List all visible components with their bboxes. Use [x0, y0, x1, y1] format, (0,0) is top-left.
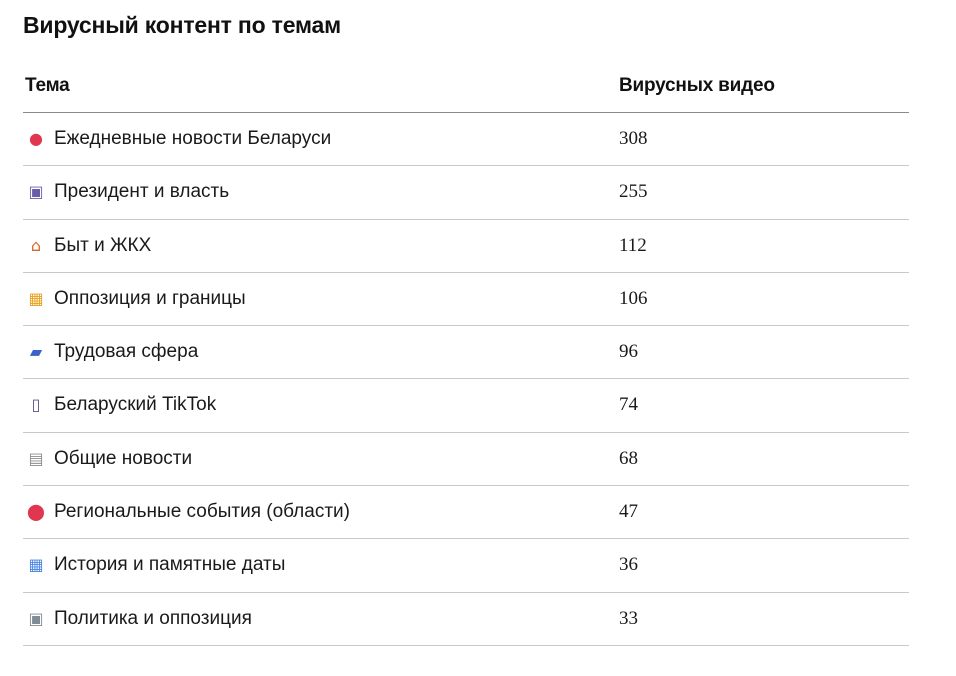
table-row: [23, 326, 909, 379]
round-pushpin-icon: ⬤: [27, 502, 45, 522]
viral-video-count: 255: [619, 181, 648, 203]
topic-cell: [25, 394, 216, 416]
topic-label: Быт и ЖКХ: [54, 234, 152, 256]
table-row: [23, 433, 909, 486]
topic-label: Общие новости: [54, 447, 193, 469]
topic-cell: [25, 554, 285, 576]
topic-label: Политика и оппозиция: [54, 607, 252, 629]
viral-video-count: 112: [619, 234, 647, 256]
topic-cell: [25, 608, 252, 630]
topic-cell: [25, 181, 229, 203]
viral-video-count: 33: [619, 607, 638, 629]
viral-video-count: 68: [619, 447, 638, 469]
calendar-icon: ▦: [28, 555, 44, 575]
topic-label: Беларуский TikTok: [54, 394, 217, 416]
car-icon: ▰: [29, 342, 43, 362]
viral-video-count: 308: [619, 128, 648, 149]
topic-label: Региональные события (области): [54, 501, 350, 523]
house-icon: ⌂: [30, 235, 42, 255]
red-circle-icon: ●: [29, 129, 43, 148]
topic-cell: [25, 501, 350, 523]
topic-label: История и памятные даты: [54, 554, 286, 576]
table-body: [23, 113, 909, 646]
topic-cell: [25, 448, 192, 470]
newspaper-icon: ▤: [28, 448, 44, 468]
table-row: [23, 539, 909, 592]
topic-cell: [25, 128, 331, 150]
table-row: [23, 113, 909, 166]
topic-cell: [25, 341, 198, 363]
table-row: [23, 273, 909, 326]
mobile-phone-icon: ▯: [31, 395, 41, 415]
topic-label: Ежедневные новости Беларуси: [54, 128, 332, 149]
viral-video-count: 106: [619, 287, 648, 309]
column-header-viral-videos: Вирусных видео: [619, 75, 775, 96]
viral-video-count: 96: [619, 341, 638, 363]
topic-label: Оппозиция и границы: [54, 287, 246, 309]
topic-label: Президент и власть: [54, 181, 230, 203]
table-row: [23, 379, 909, 432]
topic-cell: [25, 235, 151, 257]
television-icon: ▣: [28, 182, 44, 202]
viral-video-count: 47: [619, 501, 638, 523]
table-header: [23, 60, 909, 113]
page-title: Вирусный контент по темам: [23, 12, 341, 38]
ballot-box-icon: ▣: [28, 608, 44, 628]
topic-cell: [25, 288, 246, 310]
table-row: [23, 593, 909, 646]
viral-video-count: 36: [619, 554, 638, 576]
table-row: [23, 220, 909, 273]
table-row: [23, 486, 909, 539]
table-row: [23, 166, 909, 219]
viral-video-count: 74: [619, 394, 638, 416]
viral-topics-table: [23, 60, 909, 646]
column-header-topic: Тема: [25, 75, 70, 96]
topic-label: Трудовая сфера: [54, 341, 199, 363]
construction-barrier-icon: ▦: [28, 288, 44, 308]
